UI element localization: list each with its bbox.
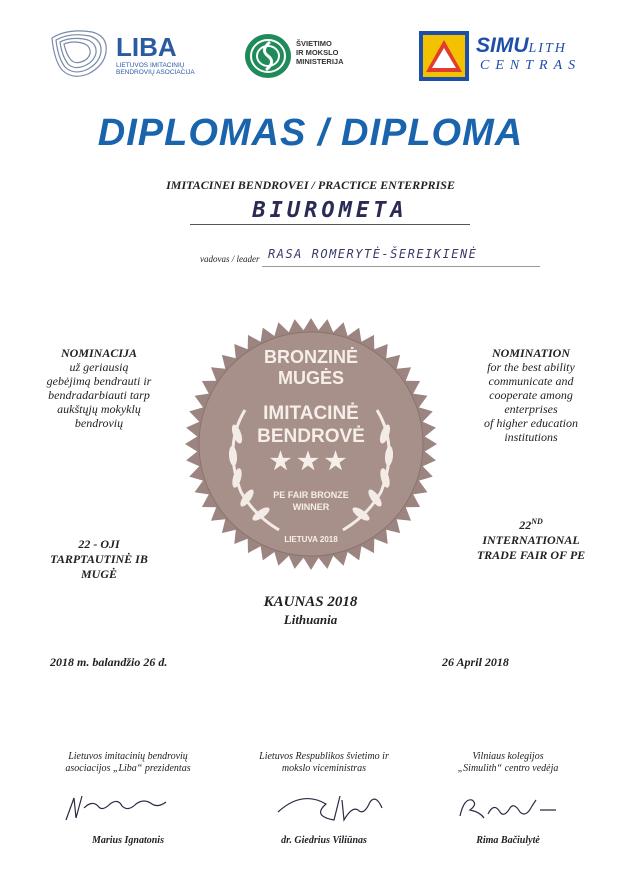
liba-emblem-icon (48, 26, 112, 82)
medal-winner-2: WINNER (292, 502, 330, 512)
nomination-en-line-2: communicate and (488, 374, 574, 388)
signatory-3-title-2: „Simulith“ centro vedėja (457, 763, 559, 774)
signatory-2-name: dr. Giedrius Viliūnas (281, 835, 367, 846)
medal-line-2: MUGĖS (277, 368, 345, 388)
nomination-en-line-6: institutions (504, 430, 558, 444)
fair-en-line-1 (448, 514, 614, 533)
medal-footer: LIETUVA 2018 (284, 535, 338, 544)
signatory-2-title-1: Lietuvos Respublikos švietimo ir (259, 751, 389, 762)
signatory-3 (418, 751, 598, 775)
fair-lt-line-2: TARPTAUTINĖ IB (50, 552, 148, 566)
signatory-3-name: Rima Bačiulytė (476, 835, 540, 846)
medal-winner-1: PE FAIR BRONZE (273, 490, 349, 500)
liba-name: LIBA (116, 32, 177, 62)
liba-subtitle-2: BENDROVIŲ ASOCIACIJA (116, 69, 195, 76)
date-en: 26 April 2018 (442, 655, 509, 669)
simulith-centras: CENTRAS (480, 58, 582, 73)
medal-line-1: BRONZINĖ (264, 347, 358, 367)
signature-2-icon (272, 786, 392, 826)
signatory-2-title-2: mokslo viceministras (281, 763, 367, 774)
recipient-underline (190, 224, 470, 225)
ministry-line-2: IR MOKSLO (296, 48, 339, 57)
recipient-name: BIUROMETA (252, 198, 408, 223)
medal-stars-icon: ★★★ (269, 448, 353, 475)
signature-3-icon (456, 792, 566, 828)
nomination-en-line-4: enterprises (504, 402, 558, 416)
signatory-1-title-2: asociacijos „Liba“ prezidentas (65, 763, 191, 774)
signatory-2 (226, 751, 422, 775)
ministry-logo (244, 32, 384, 82)
leader-name: RASA ROMERYTĖ-ŠEREIKIENĖ (268, 247, 478, 261)
nomination-lt-line-2: gebėjimą bendrauti ir (46, 374, 152, 388)
nomination-lt-heading: NOMINACIJA (60, 346, 138, 360)
liba-subtitle-1: LIETUVOS IMITACINIŲ (116, 62, 185, 69)
diploma-title: DIPLOMAS / DIPLOMA (97, 112, 524, 154)
fair-en-suffix: ND (531, 517, 543, 526)
signatory-3-title-1: Vilniaus kolegijos (472, 751, 544, 762)
nomination-en (446, 346, 616, 444)
nomination-en-line-3: cooperate among (489, 388, 573, 402)
medal-line-3: IMITACINĖ (263, 403, 359, 424)
date-lt: 2018 m. balandžio 26 d. (50, 655, 168, 669)
nomination-lt-line-3: bendradarbiauti tarp (48, 388, 150, 402)
nomination-lt-line-5: bendrovių (74, 416, 124, 430)
fair-en-line-2: INTERNATIONAL (482, 533, 580, 547)
simulith-emblem-icon (418, 30, 470, 82)
fair-lt (24, 537, 174, 582)
fair-en (448, 514, 614, 563)
leader-label: vadovas / leader (200, 254, 260, 264)
fair-en-line-3: TRADE FAIR OF PE (476, 548, 586, 562)
nomination-en-line-1: for the best ability (487, 360, 575, 374)
recipient-label: IMITACINEI BENDROVEI / PRACTICE ENTERPRISE (166, 178, 455, 192)
fair-lt-line-3: MUGĖ (80, 567, 117, 581)
signatory-1-title-1: Lietuvos imitacinių bendrovių (68, 751, 188, 762)
nomination-en-line-5: of higher education (484, 416, 578, 430)
leader-underline (262, 266, 540, 267)
location-city: KAUNAS 2018 (263, 594, 358, 610)
ministry-emblem-icon (244, 32, 292, 80)
simulith-wordmark (476, 34, 567, 58)
liba-logo (48, 26, 208, 84)
nomination-lt (14, 346, 184, 430)
bronze-medal (183, 316, 439, 572)
nomination-lt-line-1: už geriausią (69, 360, 129, 374)
simulith-part-1: SIMU (476, 34, 529, 57)
fair-en-number: 22 (519, 518, 532, 532)
signatory-1 (30, 751, 226, 775)
medal-line-4: BENDROVĖ (257, 426, 365, 447)
simulith-logo (418, 30, 600, 84)
signatory-1-name: Marius Ignatonis (92, 835, 164, 846)
nomination-en-heading: NOMINATION (491, 346, 570, 360)
simulith-part-2: LITH (528, 41, 567, 56)
nomination-lt-line-4: aukštųjų mokyklų (57, 402, 141, 416)
ministry-line-3: MINISTERIJA (296, 57, 344, 66)
ministry-line-1: ŠVIETIMO (296, 39, 332, 48)
signature-1-icon (62, 790, 172, 830)
location-country: Lithuania (283, 612, 338, 627)
fair-lt-line-1: 22 - OJI (78, 537, 120, 551)
